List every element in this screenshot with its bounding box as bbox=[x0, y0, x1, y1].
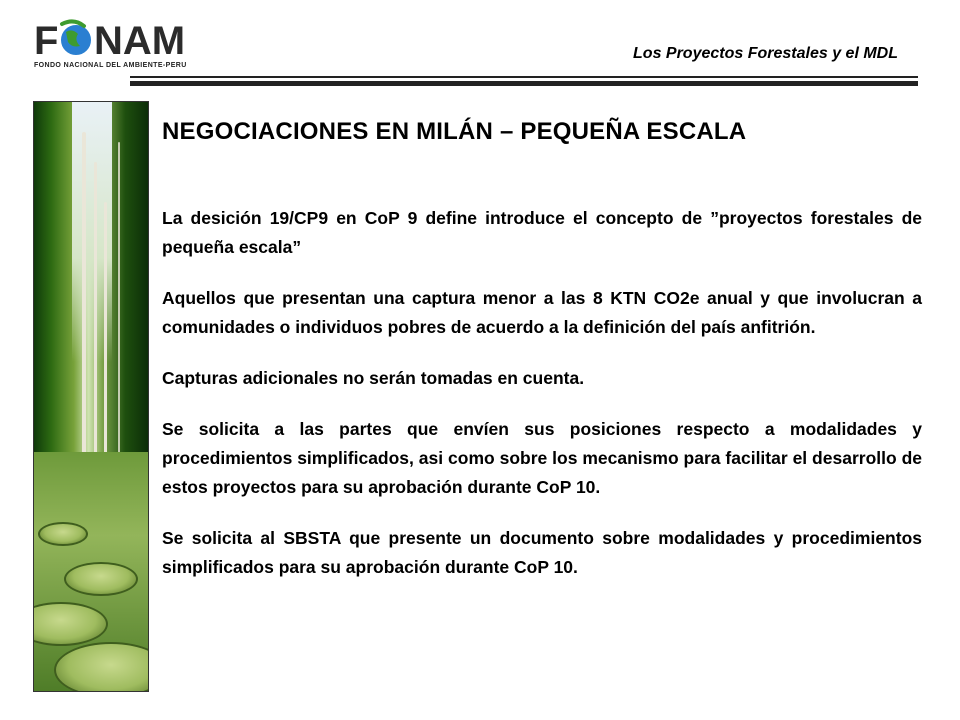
lily-pad bbox=[38, 522, 88, 546]
header-subtitle: Los Proyectos Forestales y el MDL bbox=[633, 45, 898, 62]
paragraph-capture-threshold: Aquellos que presentan una captura menor a las 8 KTN CO2e anual y que involucran a comunidades o individuos pobres de acuerdo a la definición del país anfitrión. bbox=[162, 288, 922, 337]
paragraph-parties-request: Se solicita a las partes que envíen sus posiciones respecto a modalidades y procedimientos simplificados, asi como sobre los mecanismo para facilitar el desarrollo de estos proyectos para su aprobación durante CoP 10. bbox=[162, 419, 922, 497]
photo-trunk bbox=[94, 162, 97, 482]
paragraph-sbsta-request: Se solicita al SBSTA que presente un documento sobre modalidades y procedimientos simplificados para su aprobación durante CoP 10. bbox=[162, 528, 922, 577]
forest-photo bbox=[33, 101, 149, 692]
fonam-logo bbox=[22, 12, 202, 74]
lily-pad bbox=[64, 562, 138, 596]
paragraph-additional-captures: Capturas adicionales no serán tomadas en cuenta. bbox=[162, 368, 585, 388]
header-rule-thick bbox=[130, 81, 918, 86]
photo-trunk bbox=[82, 132, 86, 492]
paragraph-decision: La desición 19/CP9 en CoP 9 define introduce el concepto de ”proyectos forestales de pequeña escala” bbox=[162, 208, 922, 257]
photo-trunk bbox=[118, 142, 120, 482]
photo-trunk bbox=[104, 202, 107, 492]
svg-text:F: F bbox=[34, 19, 59, 62]
slide-body bbox=[162, 204, 922, 604]
logo-mark-icon bbox=[34, 18, 194, 62]
header-rule-thin bbox=[130, 76, 918, 78]
logo-subtitle: FONDO NACIONAL DEL AMBIENTE-PERU bbox=[34, 62, 187, 69]
svg-text:NAM: NAM bbox=[94, 19, 186, 62]
slide-title: NEGOCIACIONES EN MILÁN – PEQUEÑA ESCALA bbox=[162, 118, 747, 145]
